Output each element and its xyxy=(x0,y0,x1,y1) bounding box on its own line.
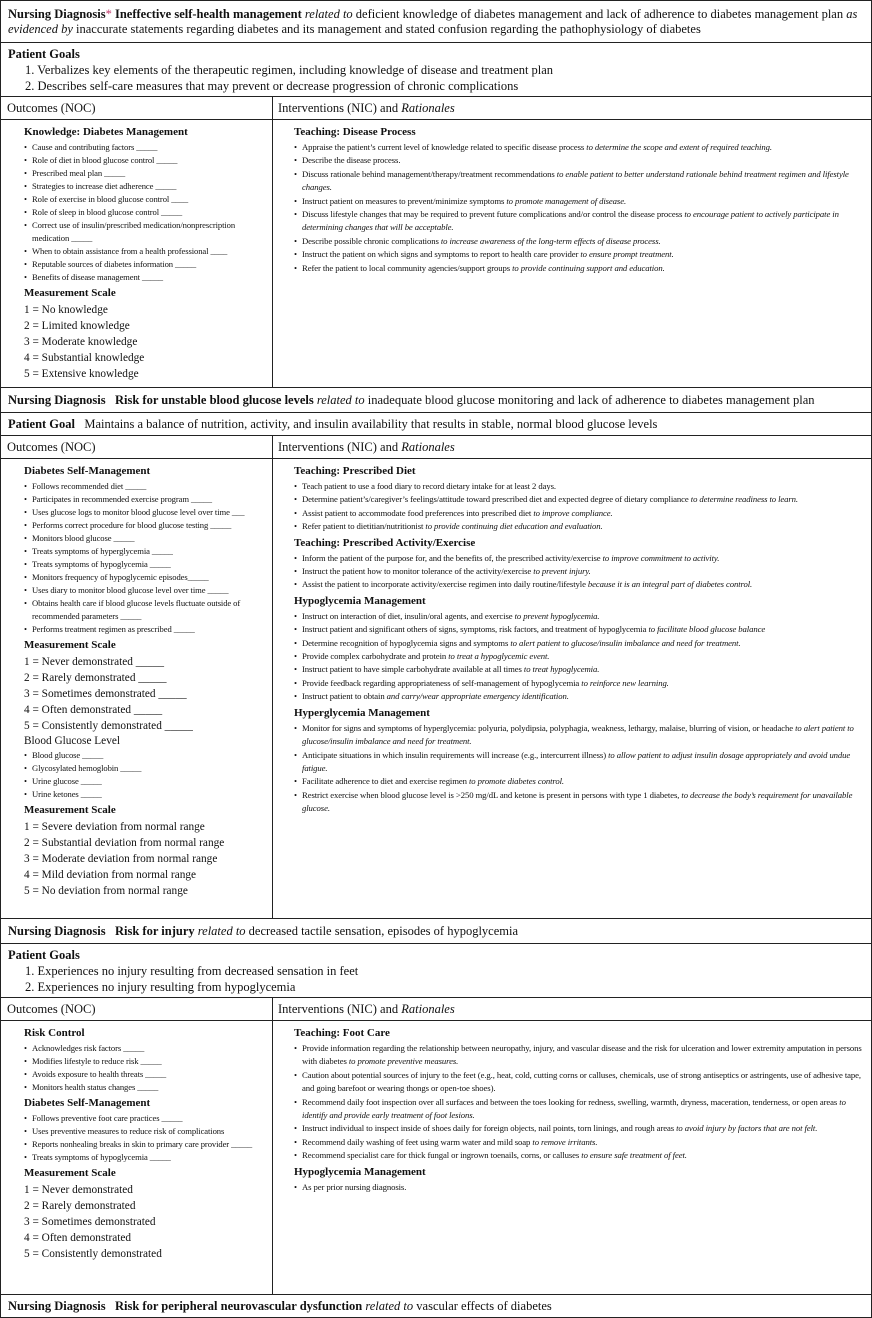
goal-text: Maintains a balance of nutrition, activity, and insulin availability that results in stable, normal blood glucose levels xyxy=(84,417,658,431)
interventions-column xyxy=(294,462,866,816)
patient-goals-3 xyxy=(1,943,871,997)
interventions-column xyxy=(294,123,866,275)
outcome-heading: Knowledge: Diabetes Management xyxy=(24,126,188,138)
intervention-heading: Hypoglycemia Management xyxy=(294,594,426,607)
list-item: • When to obtain assistance from a health professional ____ xyxy=(24,245,267,258)
nursing-diagnosis-3 xyxy=(1,918,871,943)
list-item: • Avoids exposure to health threats _____ xyxy=(24,1068,267,1081)
content-row-2 xyxy=(1,458,871,918)
intervention-heading: Teaching: Foot Care xyxy=(294,1027,390,1039)
nursing-diagnosis-4 xyxy=(1,1294,871,1317)
intervention-item: • Instruct individual to inspect inside of shoes daily for foreign objects, nail points, torn linings, and rough areas to avoid injury by factors that are not felt. xyxy=(294,1122,866,1135)
list-item: • Participates in recommended exercise program _____ xyxy=(24,493,267,506)
intervention-item: • Assist patient to accommodate food preferences into prescribed diet to improve compliance. xyxy=(294,507,866,520)
list-item: • Modifies lifestyle to reduce risk _____ xyxy=(24,1055,267,1068)
scale-item: 2 = Rarely demonstrated xyxy=(24,1200,136,1212)
list-item: • Monitors blood glucose _____ xyxy=(24,532,267,545)
scale-item: 4 = Substantial knowledge xyxy=(24,352,145,364)
interventions-header: Interventions (NIC) and Rationales xyxy=(278,440,455,454)
related-to: related to xyxy=(316,393,365,407)
outcomes-header: Outcomes (NOC) xyxy=(7,440,96,454)
intervention-item: • Teach patient to use a food diary to record dietary intake for at least 2 days. xyxy=(294,480,866,493)
intervention-heading: Teaching: Disease Process xyxy=(294,126,416,138)
scale-item: 4 = Often demonstrated xyxy=(24,1232,132,1244)
intervention-item: • Recommend daily foot inspection over all surfaces and between the toes looking for redness, swelling, warmth, dryness, maceration, tenderness, or open areas to identify and provide early treatment of foot lesions. xyxy=(294,1096,866,1123)
scale-item: 2 = Rarely demonstrated _____ xyxy=(24,672,167,684)
scale-item: 5 = Consistently demonstrated xyxy=(24,1248,162,1260)
related-to: related to xyxy=(197,924,246,938)
patient-goals-1 xyxy=(1,42,871,96)
content-row-1 xyxy=(1,119,871,387)
list-item: • Role of sleep in blood glucose control _____ xyxy=(24,206,267,219)
list-item: • Benefits of disease management _____ xyxy=(24,271,267,284)
intervention-item: • Recommend specialist care for thick fungal or ingrown toenails, corns, or calluses to ensure safe treatment of feet. xyxy=(294,1149,866,1162)
list-item: • Monitors frequency of hypoglycemic episodes_____ xyxy=(24,571,267,584)
interventions-column xyxy=(294,1024,866,1194)
content-row-3 xyxy=(1,1020,871,1294)
list-item: • Role of exercise in blood glucose control ____ xyxy=(24,193,267,206)
scale-item: 1 = Severe deviation from normal range xyxy=(24,821,205,833)
glucose-heading: Blood Glucose Level xyxy=(24,735,121,747)
interventions-header: Interventions (NIC) and Rationales xyxy=(278,101,455,115)
diagnosis-title: Risk for injury xyxy=(114,924,195,938)
list-item: • Reputable sources of diabetes information _____ xyxy=(24,258,267,271)
scale-heading: Measurement Scale xyxy=(24,639,116,651)
diagnosis-cause: vascular effects of diabetes xyxy=(416,1299,552,1313)
column-divider xyxy=(272,435,273,918)
diagnosis-evidence: inaccurate statements regarding diabetes and its management and stated confusion regarding the pathophysiology of diabetes xyxy=(76,22,701,36)
outcomes-header: Outcomes (NOC) xyxy=(7,1002,96,1016)
list-item: • Cause and contributing factors _____ xyxy=(24,141,267,154)
list-item: • Urine ketones _____ xyxy=(24,788,267,801)
nursing-diagnosis-2 xyxy=(1,387,871,412)
scale-item: 5 = Extensive knowledge xyxy=(24,368,139,380)
list-item: • Role of diet in blood glucose control _____ xyxy=(24,154,267,167)
outcomes-column xyxy=(24,123,267,382)
intervention-item: • Discuss rationale behind management/therapy/treatment recommendations to enable patient to better understand rationale behind treatment regimen and lifestyle changes. xyxy=(294,168,866,195)
list-item: • Treats symptoms of hypoglycemia _____ xyxy=(24,558,267,571)
list-item: • Treats symptoms of hypoglycemia _____ xyxy=(24,1151,267,1164)
intervention-item: • Refer the patient to local community agencies/support groups to provide continuing support and education. xyxy=(294,262,866,275)
intervention-item: • Instruct patient and significant others of signs, symptoms, risk factors, and treatment of hypoglycemia to facilitate blood glucose balance xyxy=(294,623,866,636)
intervention-item: • Instruct on interaction of diet, insulin/oral agents, and exercise to prevent hypoglycemia. xyxy=(294,610,866,623)
list-item: • Performs correct procedure for blood glucose testing _____ xyxy=(24,519,267,532)
outcome-heading: Diabetes Self-Management xyxy=(24,465,151,477)
scale-item: 1 = No knowledge xyxy=(24,304,108,316)
column-header-2 xyxy=(1,435,871,458)
goal-item: 2. Experiences no injury resulting from hypoglycemia xyxy=(25,980,296,994)
intervention-item: • Recommend daily washing of feet using warm water and mild soap to remove irritants. xyxy=(294,1136,866,1149)
intervention-item: • Describe the disease process. xyxy=(294,154,866,167)
intervention-heading: Teaching: Prescribed Activity/Exercise xyxy=(294,536,476,549)
scale-item: 3 = Moderate deviation from normal range xyxy=(24,853,218,865)
goal-item: 2. Describes self-care measures that may prevent or decrease progression of chronic complications xyxy=(25,79,519,93)
asterisk-mark: * xyxy=(105,7,112,21)
list-item: • Treats symptoms of hyperglycemia _____ xyxy=(24,545,267,558)
related-to: related to xyxy=(365,1299,414,1313)
scale-item: 4 = Mild deviation from normal range xyxy=(24,869,197,881)
scale-item: 1 = Never demonstrated _____ xyxy=(24,656,165,668)
intervention-item: • Discuss lifestyle changes that may be required to prevent future complications and/or control the disease process to encourage patient to actively participate in determining changes that will be acceptable. xyxy=(294,208,866,235)
scale-item: 3 = Sometimes demonstrated xyxy=(24,1216,156,1228)
intervention-heading: Teaching: Prescribed Diet xyxy=(294,465,416,477)
list-item: • Uses diary to monitor blood glucose level over time _____ xyxy=(24,584,267,597)
intervention-item: • Instruct patient on measures to prevent/minimize symptoms to promote management of disease. xyxy=(294,195,866,208)
diagnosis-label: Nursing Diagnosis xyxy=(8,7,106,21)
intervention-item: • Describe possible chronic complications to increase awareness of the long-term effects of disease process. xyxy=(294,235,866,248)
scale-item: 4 = Often demonstrated _____ xyxy=(24,704,163,716)
scale-heading: Measurement Scale xyxy=(24,1167,116,1179)
scale-item: 2 = Substantial deviation from normal range xyxy=(24,837,225,849)
diagnosis-cause: deficient knowledge of diabetes management and lack of adherence to diabetes management plan xyxy=(355,7,844,21)
list-item: • Correct use of insulin/prescribed medication/nonprescription medication _____ xyxy=(24,219,267,245)
scale-item: 5 = No deviation from normal range xyxy=(24,885,188,897)
diagnosis-title: Risk for peripheral neurovascular dysfunction xyxy=(114,1299,363,1313)
intervention-item: • Monitor for signs and symptoms of hyperglycemia: polyuria, polydipsia, polyphagia, weakness, lethargy, malaise, blurring of vision, or headache to alert patient to glucose/insulin imbalance and need for treatment. xyxy=(294,722,866,749)
goal-item: 1. Verbalizes key elements of the therapeutic regimen, including knowledge of disease and treatment plan xyxy=(25,63,554,77)
intervention-item: • Instruct patient to have simple carbohydrate available at all times to treat hypoglycemia. xyxy=(294,663,866,676)
list-item: • Obtains health care if blood glucose levels fluctuate outside of recommended parameters _____ xyxy=(24,597,267,623)
intervention-item: • Appraise the patient’s current level of knowledge related to specific disease process to determine the scope and extent of required teaching. xyxy=(294,141,866,154)
intervention-item: • Inform the patient of the purpose for, and the benefits of, the prescribed activity/exercise to improve commitment to activity. xyxy=(294,552,866,565)
list-item: • Reports nonhealing breaks in skin to primary care provider _____ xyxy=(24,1138,267,1151)
scale-item: 3 = Sometimes demonstrated _____ xyxy=(24,688,187,700)
diagnosis-cause: inadequate blood glucose monitoring and lack of adherence to diabetes management plan xyxy=(367,393,815,407)
intervention-item: • Instruct the patient how to monitor tolerance of the activity/exercise to prevent injury. xyxy=(294,565,866,578)
intervention-item: • Provide feedback regarding appropriateness of self-management of hypoglycemia to reinforce new learning. xyxy=(294,677,866,690)
list-item: • Blood glucose _____ xyxy=(24,749,267,762)
column-header-3 xyxy=(1,997,871,1020)
intervention-item: • Facilitate adherence to diet and exercise regimen to promote diabetes control. xyxy=(294,775,866,788)
list-item: • Urine glucose _____ xyxy=(24,775,267,788)
intervention-item: • Assist the patient to incorporate activity/exercise regimen into daily routine/lifestyle because it is an integral part of diabetes control. xyxy=(294,578,866,591)
intervention-item: • Refer patient to dietitian/nutritionist to provide continuing diet education and evaluation. xyxy=(294,520,866,533)
diagnosis-title: Ineffective self-health management xyxy=(114,7,302,21)
list-item: • Performs treatment regimen as prescribed _____ xyxy=(24,623,267,636)
list-item: • Acknowledges risk factors _____ xyxy=(24,1042,267,1055)
intervention-item: • As per prior nursing diagnosis. xyxy=(294,1181,866,1194)
intervention-item: • Restrict exercise when blood glucose level is >250 mg/dL and ketone is present in persons with type 1 diabetes, to decrease the body’s requirement for unavailable glucose. xyxy=(294,789,866,816)
intervention-item: • Provide information regarding the relationship between neuropathy, injury, and vascular disease and the risk for ulceration and lower extremity amputation in persons with diabetes to promote preventive measures. xyxy=(294,1042,866,1069)
list-item: • Follows recommended diet _____ xyxy=(24,480,267,493)
intervention-item: • Anticipate situations in which insulin requirements will increase (e.g., intercurrent illness) to allow patient to adjust insulin dosage appropriately and avoid undue fatigue. xyxy=(294,749,866,776)
outcomes-header: Outcomes (NOC) xyxy=(7,101,96,115)
evidenced-by: as evidenced by xyxy=(8,7,858,36)
outcome-heading: Diabetes Self-Management xyxy=(24,1097,151,1109)
column-divider xyxy=(272,96,273,387)
diagnosis-title: Risk for unstable blood glucose levels xyxy=(114,393,314,407)
outcomes-column xyxy=(24,462,267,899)
intervention-heading: Hyperglycemia Management xyxy=(294,706,430,719)
nursing-diagnosis-1 xyxy=(1,1,871,42)
list-item: • Monitors health status changes _____ xyxy=(24,1081,267,1094)
scale-item: 1 = Never demonstrated xyxy=(24,1184,133,1196)
column-header-1 xyxy=(1,96,871,119)
outcomes-column xyxy=(24,1024,267,1262)
diagnosis-label: Nursing Diagnosis xyxy=(8,1299,106,1313)
patient-goal-2 xyxy=(1,412,871,435)
intervention-item: • Caution about potential sources of injury to the feet (e.g., heat, cold, cutting corns or calluses, chemicals, use of strong antiseptics or astringents, use of adhesive tape, and going barefoot or wearing thongs or open-toe shoes). xyxy=(294,1069,866,1096)
scale-item: 5 = Consistently demonstrated _____ xyxy=(24,720,193,732)
interventions-header: Interventions (NIC) and Rationales xyxy=(278,1002,455,1016)
intervention-item: • Determine recognition of hypoglycemia signs and symptoms to alert patient to glucose/insulin imbalance and need for treatment. xyxy=(294,637,866,650)
goals-heading: Patient Goals xyxy=(8,948,80,962)
scale-item: 2 = Limited knowledge xyxy=(24,320,130,332)
list-item: • Strategies to increase diet adherence _____ xyxy=(24,180,267,193)
list-item: • Follows preventive foot care practices _____ xyxy=(24,1112,267,1125)
intervention-item: • Provide complex carbohydrate and protein to treat a hypoglycemic event. xyxy=(294,650,866,663)
goal-item: 1. Experiences no injury resulting from decreased sensation in feet xyxy=(25,964,359,978)
outcome-heading: Risk Control xyxy=(24,1027,85,1039)
related-to: related to xyxy=(304,7,353,21)
goals-heading: Patient Goals xyxy=(8,47,80,61)
intervention-item: • Determine patient’s/caregiver’s feelings/attitude toward prescribed diet and expected degree of dietary compliance to determine readiness to learn. xyxy=(294,493,866,506)
column-divider xyxy=(272,997,273,1294)
diagnosis-label: Nursing Diagnosis xyxy=(8,393,106,407)
list-item: • Prescribed meal plan _____ xyxy=(24,167,267,180)
goal-heading: Patient Goal xyxy=(8,417,76,431)
list-item: • Glycosylated hemoglobin _____ xyxy=(24,762,267,775)
scale-item: 3 = Moderate knowledge xyxy=(24,336,138,348)
diagnosis-label: Nursing Diagnosis xyxy=(8,924,106,938)
list-item: • Uses glucose logs to monitor blood glucose level over time ___ xyxy=(24,506,267,519)
scale-heading: Measurement Scale xyxy=(24,804,116,816)
list-item: • Uses preventive measures to reduce risk of complications xyxy=(24,1125,267,1138)
diagnosis-cause: decreased tactile sensation, episodes of hypoglycemia xyxy=(248,924,519,938)
intervention-item: • Instruct the patient on which signs and symptoms to report to health care provider to ensure prompt treatment. xyxy=(294,248,866,261)
intervention-item: • Instruct patient to obtain and carry/wear appropriate emergency identification. xyxy=(294,690,866,703)
scale-heading: Measurement Scale xyxy=(24,287,116,299)
intervention-heading: Hypoglycemia Management xyxy=(294,1165,426,1178)
